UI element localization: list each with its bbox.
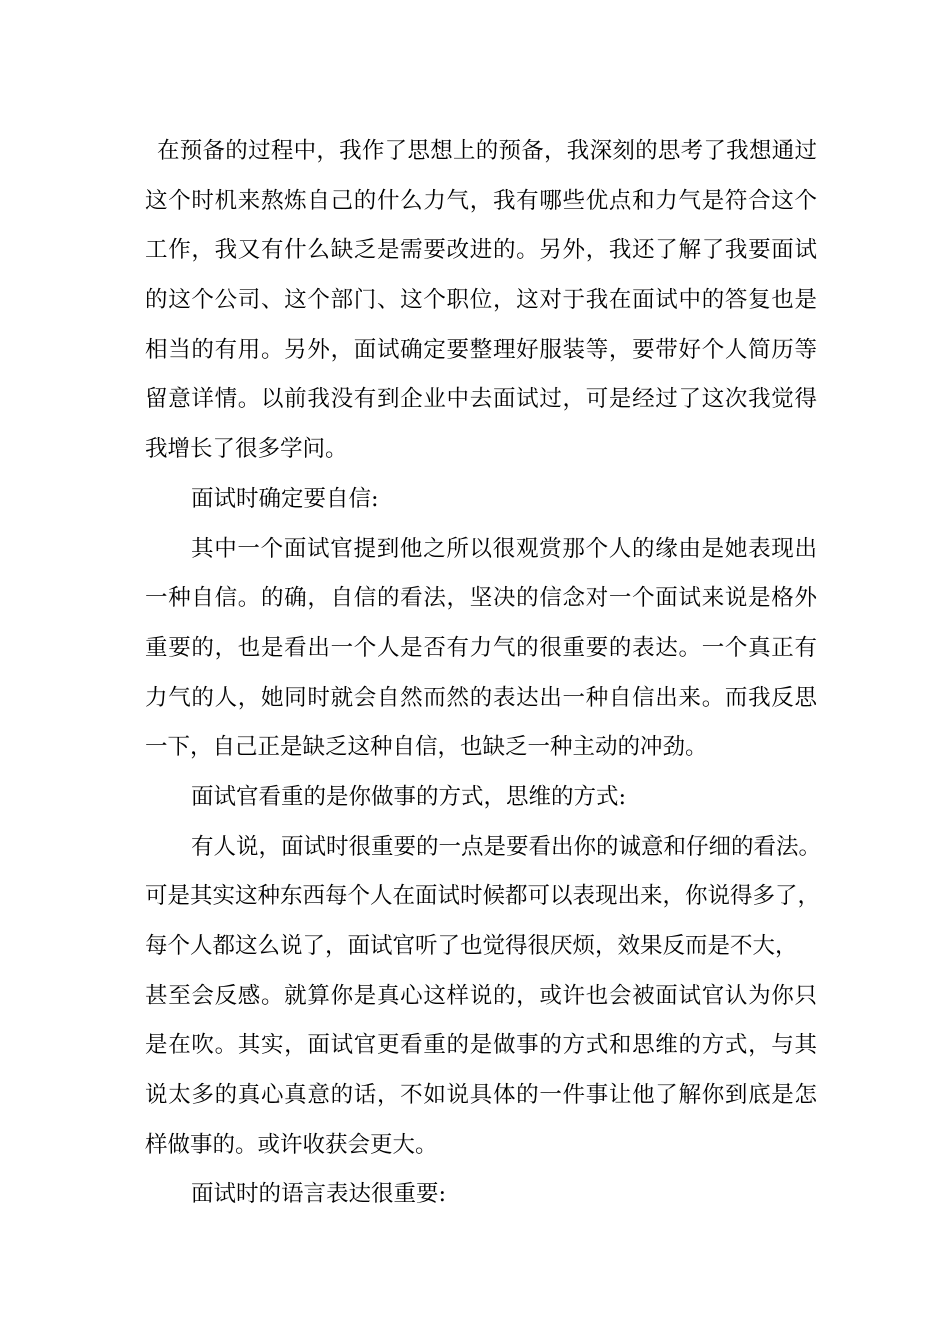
text-line: 这个时机来熬炼自己的什么力气，我有哪些优点和力气是符合这个 bbox=[145, 187, 817, 214]
text-line: 力气的人，她同时就会自然而然的表达出一种自信出来。而我反思 bbox=[145, 684, 817, 711]
text-line: 甚至会反感。就算你是真心这样说的，或许也会被面试官认为你只 bbox=[145, 982, 817, 1009]
text-line: 一下，自己正是缺乏这种自信，也缺乏一种主动的冲劲。 bbox=[145, 734, 708, 761]
body-text bbox=[145, 127, 822, 1220]
text-line: 其中一个面试官提到他之所以很观赏那个人的缘由是她表现出 bbox=[191, 535, 817, 562]
text-line: 重要的，也是看出一个人是否有力气的很重要的表达。一个真正有 bbox=[145, 634, 817, 661]
text-line: 每个人都这么说了，面试官听了也觉得很厌烦，效果反而是不大， bbox=[145, 933, 798, 959]
text-line: 样做事的。或许收获会更大。 bbox=[145, 1131, 438, 1158]
text-line: 一种自信。的确，自信的看法，坚决的信念对一个面试来说是格外 bbox=[145, 585, 817, 612]
text-line: 有人说，面试时很重要的一点是要看出你的诚意和仔细的看法。 bbox=[191, 833, 822, 860]
text-line: 留意详情。以前我没有到企业中去面试过，可是经过了这次我觉得 bbox=[145, 386, 817, 413]
text-line: 相当的有用。另外，面试确定要整理好服装等，要带好个人简历等 bbox=[145, 336, 817, 363]
text-line: 说太多的真心真意的话，不如说具体的一件事让他了解你到底是怎 bbox=[145, 1082, 817, 1109]
text-line: 的这个公司、这个部门、这个职位，这对于我在面试中的答复也是 bbox=[145, 287, 817, 314]
text-line: 我增长了很多学问。 bbox=[145, 436, 348, 463]
text-line: 是在吹。其实，面试官更看重的是做事的方式和思维的方式，与其 bbox=[145, 1032, 817, 1059]
text-line: 面试官看重的是你做事的方式，思维的方式: bbox=[191, 783, 627, 810]
text-line: 工作，我又有什么缺乏是需要改进的。另外，我还了解了我要面试 bbox=[145, 237, 817, 264]
text-line: 在预备的过程中，我作了思想上的预备，我深刻的思考了我想通过 bbox=[157, 138, 817, 164]
text-line: 面试时的语言表达很重要: bbox=[191, 1181, 447, 1208]
text-line: 面试时确定要自信: bbox=[191, 485, 379, 512]
text-line: 可是其实这种东西每个人在面试时候都可以表现出来，你说得多了， bbox=[145, 883, 821, 910]
